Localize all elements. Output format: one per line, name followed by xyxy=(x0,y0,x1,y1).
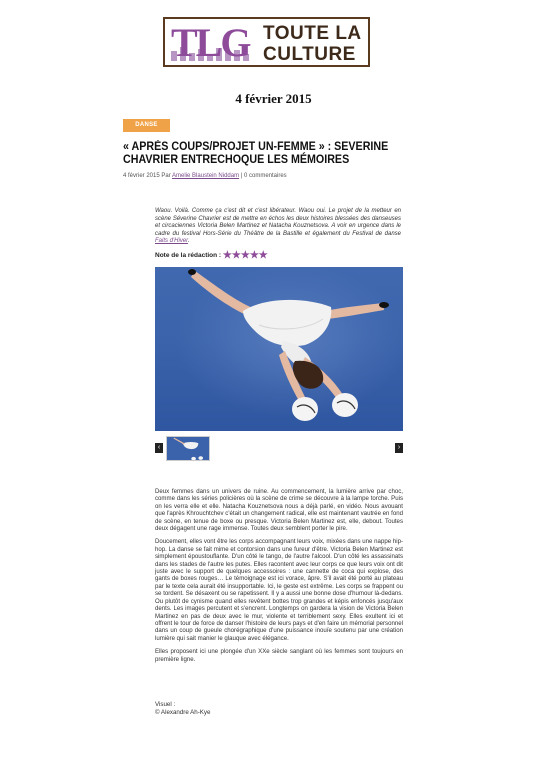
logo-text-line1: TOUTE LA xyxy=(263,23,362,44)
article-meta xyxy=(123,173,287,179)
gallery-prev-button[interactable] xyxy=(155,443,163,453)
comments-link[interactable]: | 0 commentaires xyxy=(240,173,287,179)
category-badge[interactable]: DANSE xyxy=(123,119,170,132)
rating-stars-icon: ★★★★★ xyxy=(222,250,268,261)
intro-text: Waou. Voilà. Comme ça c'est dit et c'est libérateur. Waou oui. Le projet de la metteur en scène Séverine Chavrier est de mettre en échos les deux histoires blessées des danseuses et circaciennes Victoria Belen Martinez et Natacha Kouznetsova. A voir en urgence dans le cadre du festival Hors-Série du Théâtre de la Bastille et également du Festival de danse xyxy=(155,208,401,237)
credit-label: Visuel : xyxy=(155,701,176,708)
rating-label: Note de la rédaction : xyxy=(155,252,222,259)
main-photo[interactable] xyxy=(155,267,403,431)
photo-credit xyxy=(155,701,210,717)
gallery-thumbnail[interactable] xyxy=(166,436,210,461)
site-logo[interactable] xyxy=(163,17,370,67)
intro-end: . xyxy=(187,238,190,245)
body-paragraph: Elles proposent ici une plongée d'un XXe siècle sanglant où les femmes sont toujours en première ligne. xyxy=(155,648,403,663)
logo-text-line2: CULTURE xyxy=(263,44,356,65)
gallery-strip xyxy=(155,436,403,462)
editor-rating xyxy=(155,250,268,261)
date-header: 4 février 2015 xyxy=(235,91,312,106)
chevron-left-icon: ‹ xyxy=(157,444,161,451)
festival-link[interactable]: Faits d'Hiver xyxy=(155,238,188,245)
logo-mark: TLG xyxy=(171,20,250,65)
article-title: « APRÈS COUPS/PROJET UN-FEMME » : SEVERINE CHAVRIER ENTRECHOQUE LES MÉMOIRES xyxy=(123,141,389,166)
article-body xyxy=(155,488,403,669)
body-paragraph: Deux femmes dans un univers de ruine. Au commencement, la lumière arrive par choc, comme dans les séries policières où la scène de crime se découvre à la lampe torche. Puis on les verra elle et elle. Natacha Kouznetsova nous a déjà parlé, en vidéo. Nous avouant que l'après Khrouchtchev c'était un changement radical, elle est maintenant vautrée en fond de scène, en tenue de boxe ou presque. Victoria Belen Martinez est, elle, debout. Toutes deux dégagent une rage immense. Toutes deux semblent porter le pire. xyxy=(155,488,403,533)
body-paragraph: Doucement, elles vont être les corps accompagnant leurs voix, mixées dans une nappe hip-hop. La danse se fait mime et contorsion dans une fureur d'être. Victoria Belen Martinez est simplement époustouflante. D'un côté le tango, de l'autre l'alcool. D'un côté les assassinats dans les stades de l'autre les putes. Elles racontent avec leur corps ce que leurs voix ont dit juste avec le support de quelques accessoires : une cannette de coca qui explose, des gants de boxes rouges… Le témoignage est ici vorace, âpre. S'il avait été porté au plateau par le texte cela aurait été insupportable. Ici, le geste est extrême. Les corps se frappent ou se tordent. Se désaxent ou se rapetissent. Il y a aussi une bonne dose d'humour là-dedans. Ou plutôt de cynisme quand elles revêtent bottes trop grandes et képis enfoncés jusqu'aux dents. Les images percutent et s'encrent. Longtemps on gardera la vision de Victoria Belen Martinez en pas de deux avec le mur, violente et terriblement sexy. Elles exultent ici et offrent le tour de force de danser l'histoire de leurs pays et d'en faire un mémorial personnel dans un coup de gueule chorégraphique d'une puissance inouïe soutenu par une création lumière qui sait manier le glauque avec élégance. xyxy=(155,538,403,642)
article-intro xyxy=(155,208,401,246)
meta-date: 4 février 2015 Par xyxy=(123,173,171,179)
credit-name: © Alexandre Ah-Kye xyxy=(155,709,211,716)
gallery-next-button[interactable] xyxy=(395,443,403,453)
author-link[interactable]: Amelie Blaustein Niddam xyxy=(172,173,240,179)
chevron-right-icon: › xyxy=(397,444,401,451)
